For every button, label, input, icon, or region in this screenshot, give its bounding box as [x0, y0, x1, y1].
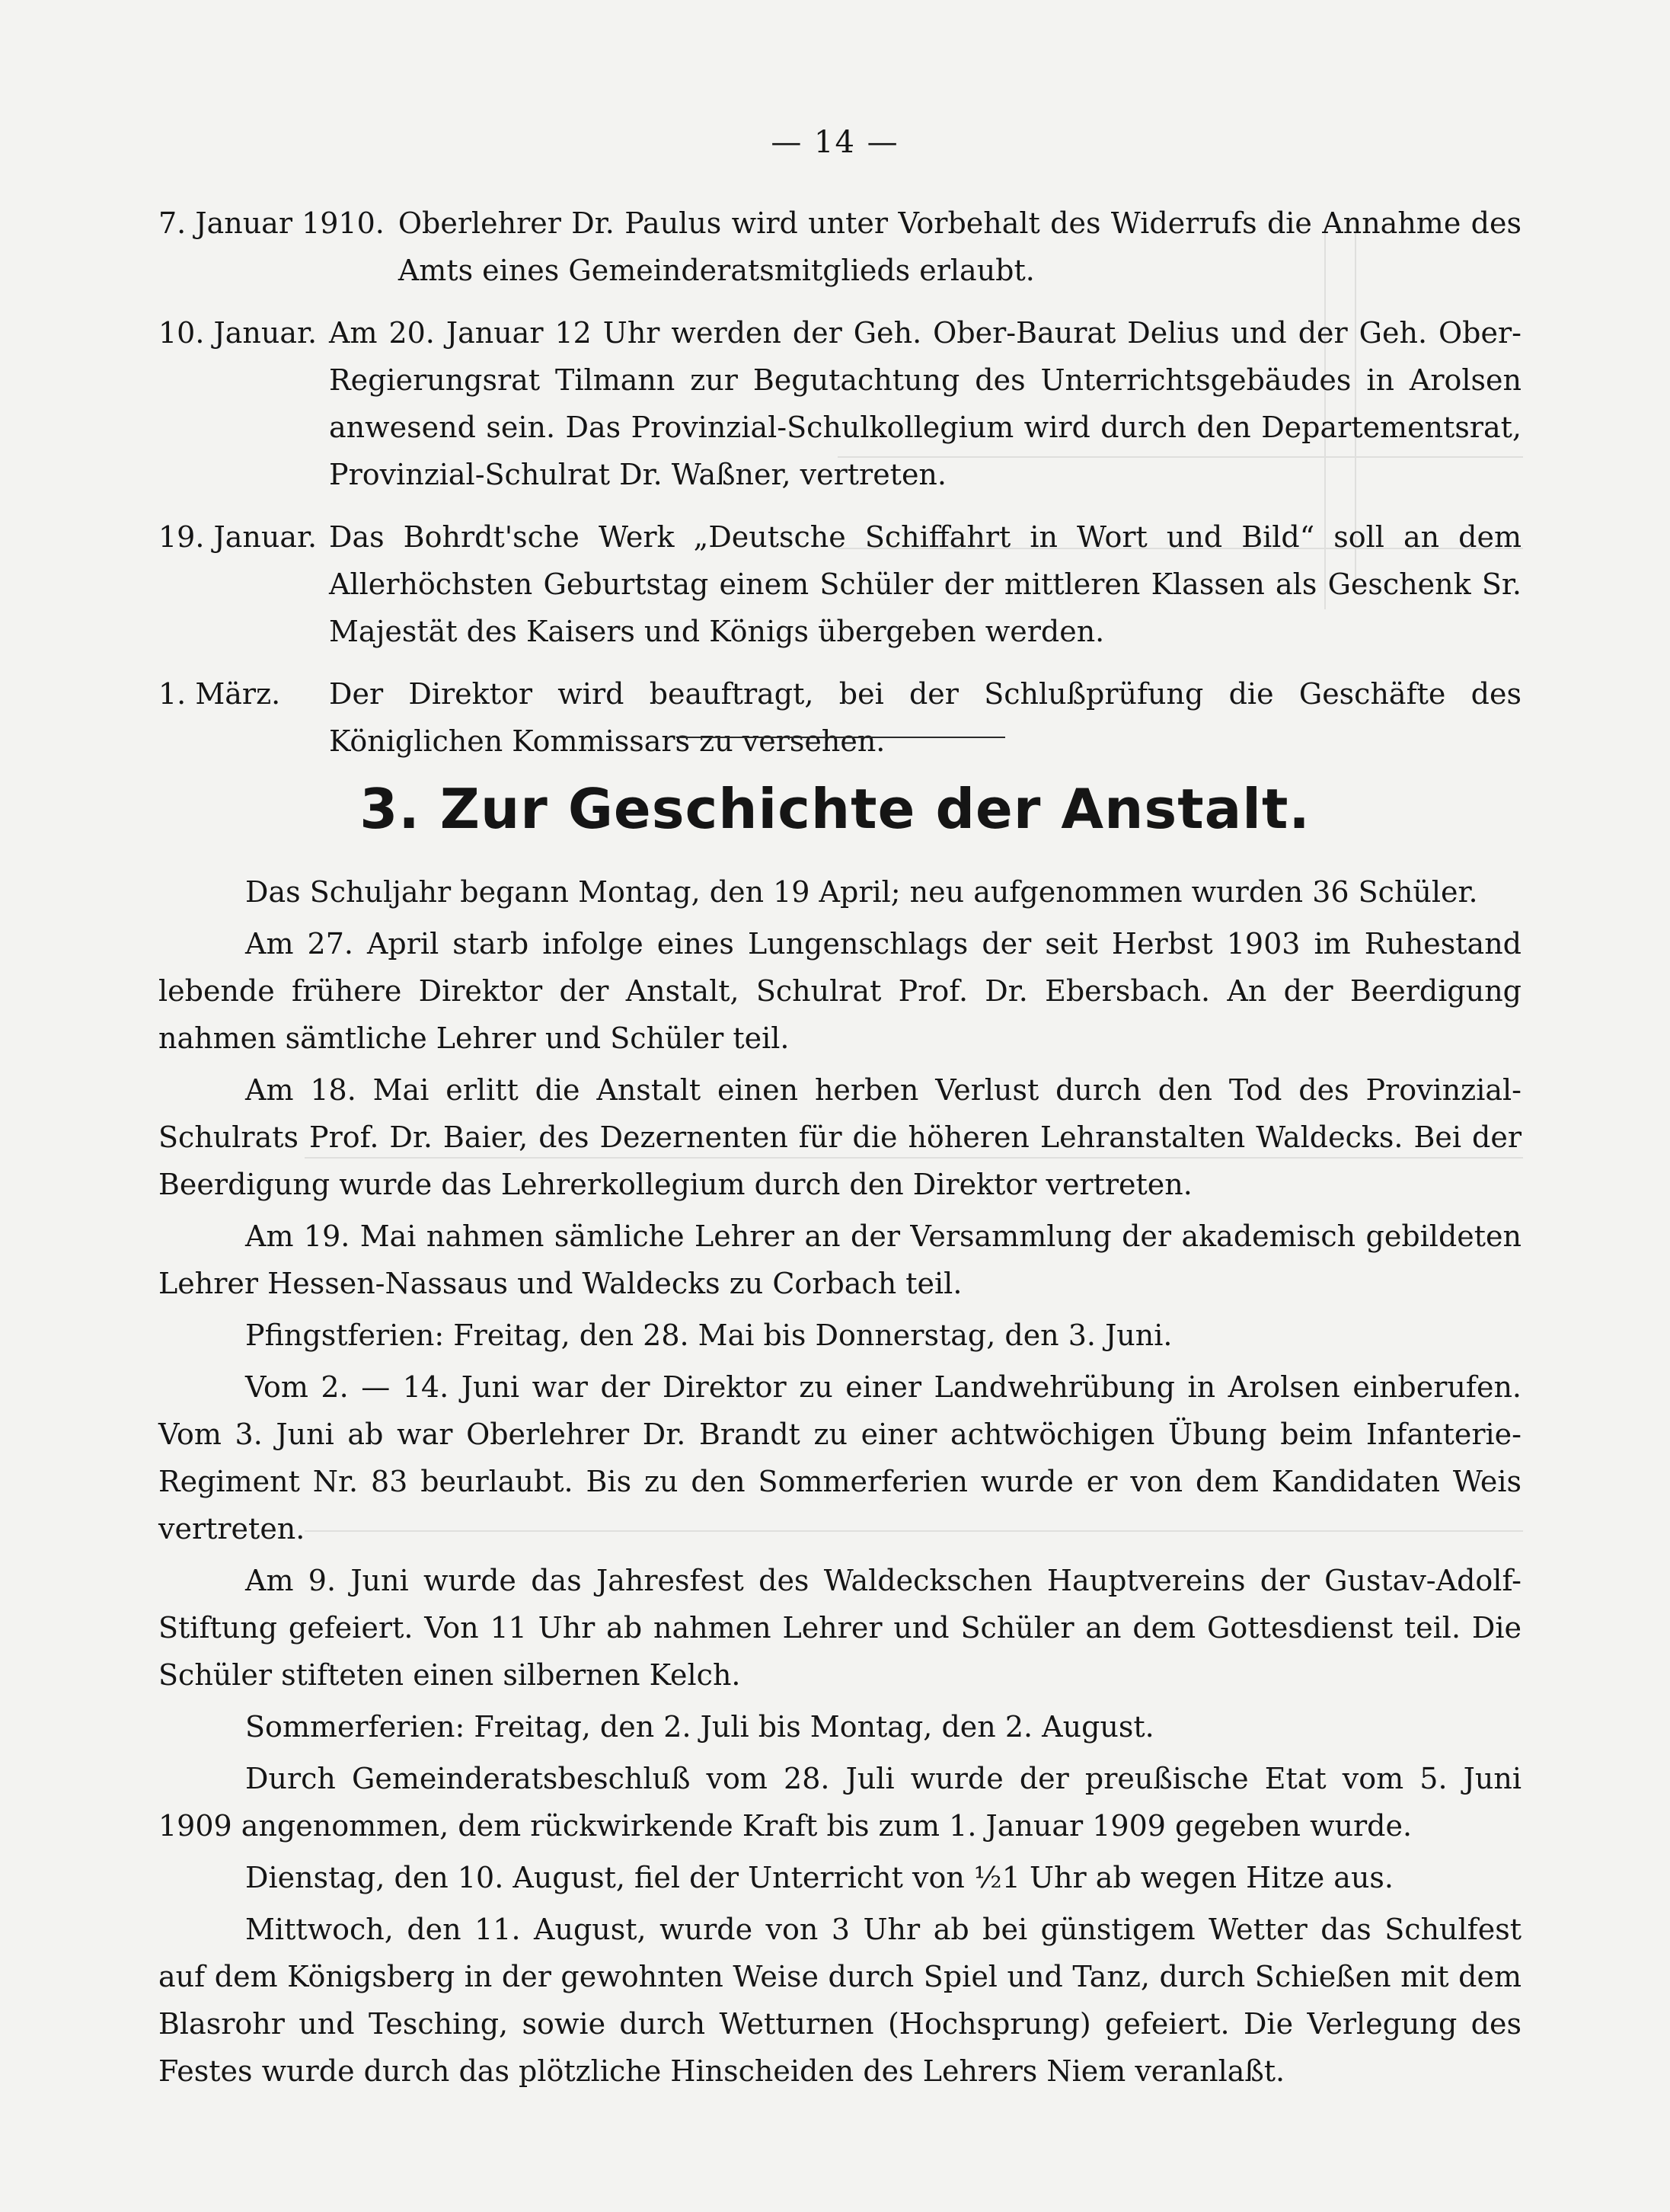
- paragraph: Am 9. Juni wurde das Jahresfest des Waldeckschen Hauptvereins der Gustav-Adolf-Stiftung gefeiert. Von 11 Uhr ab nahmen Lehrer und Schüler an dem Gottesdienst teil. Die Schüler stifteten einen silbernen Kelch.: [158, 1564, 1522, 1692]
- paragraph: Am 19. Mai nahmen sämliche Lehrer an der Versammlung der akademisch gebildeten Lehrer Hessen-Nassaus und Waldecks zu Corbach teil.: [158, 1219, 1522, 1300]
- chronicle-entry: [158, 309, 1522, 498]
- paragraph: Dienstag, den 10. August, fiel der Unterricht von ½1 Uhr ab wegen Hitze aus.: [245, 1861, 1394, 1894]
- entry-text: Oberlehrer Dr. Paulus wird unter Vorbehalt des Widerrufs die Annahme des Amts eines Gemeinderatsmitglieds erlaubt.: [398, 206, 1522, 287]
- paragraph: Pfingstferien: Freitag, den 28. Mai bis Donnerstag, den 3. Juni.: [245, 1319, 1173, 1352]
- paragraph: Am 27. April starb infolge eines Lungenschlags der seit Herbst 1903 im Ruhestand lebende frühere Direktor der Anstalt, Schulrat Prof. Dr. Ebersbach. An der Beerdigung nahmen sämtliche Lehrer und Schüler teil.: [158, 927, 1522, 1055]
- paragraph: Mittwoch, den 11. August, wurde von 3 Uhr ab bei günstigem Wetter das Schulfest auf dem Königsberg in der gewohnten Weise durch Spiel und Tanz, durch Schießen mit dem Blasrohr und Tesching, sowie durch Wetturnen (Hochsprung) gefeiert. Die Verlegung des Festes wurde durch das plötzliche Hinscheiden des Lehrers Niem veranlaßt.: [158, 1913, 1522, 2088]
- paragraph: Sommerferien: Freitag, den 2. Juli bis Montag, den 2. August.: [245, 1710, 1154, 1744]
- entry-date: 7. Januar 1910.: [158, 206, 385, 240]
- entry-date: 1. März.: [158, 677, 281, 711]
- paragraph: Vom 2. — 14. Juni war der Direktor zu einer Landwehrübung in Arolsen einberufen. Vom 3. Juni ab war Oberlehrer Dr. Brandt zu einer achtwöchigen Übung beim Infanterie-Regiment Nr. 83 beurlaubt. Bis zu den Sommerferien wurde er von dem Kandidaten Weis vertreten.: [158, 1370, 1522, 1546]
- section-title: 3. Zur Geschichte der Anstalt.: [359, 777, 1311, 841]
- entry-text: Das Bohrdt'sche Werk „Deutsche Schiffahrt in Wort und Bild“ soll an dem Allerhöchsten Geburtstag einem Schüler der mittleren Klassen als Geschenk Sr. Majestät des Kaisers und Königs übergeben werden.: [329, 520, 1522, 648]
- chronicle-entries: [158, 200, 1522, 780]
- paragraph: Das Schuljahr begann Montag, den 19 April; neu aufgenommen wurden 36 Schüler.: [245, 875, 1478, 909]
- page-number: — 14 —: [771, 125, 899, 160]
- chronicle-entry: [158, 513, 1522, 655]
- paragraph: Am 18. Mai erlitt die Anstalt einen herben Verlust durch den Tod des Provinzial-Schulrats Prof. Dr. Baier, des Dezernenten für die höheren Lehranstalten Waldecks. Bei der Beerdigung wurde das Lehrerkollegium durch den Direktor vertreten.: [158, 1073, 1522, 1201]
- entry-date: 19. Januar.: [158, 520, 318, 554]
- paragraph: Durch Gemeinderatsbeschluß vom 28. Juli wurde der preußische Etat vom 5. Juni 1909 angenommen, dem rückwirkende Kraft bis zum 1. Januar 1909 gegeben wurde.: [158, 1762, 1522, 1843]
- entry-date: 10. Januar.: [158, 316, 318, 350]
- section-divider: [676, 737, 1005, 738]
- entry-text: Am 20. Januar 12 Uhr werden der Geh. Ober-Baurat Delius und der Geh. Ober-Regierungsrat Tilmann zur Begutachtung des Unterrichtsgebäudes in Arolsen anwesend sein. Das Provinzial-Schulkollegium wird durch den Departementsrat, Provinzial-Schulrat Dr. Waßner, vertreten.: [329, 316, 1522, 491]
- section-body: [158, 868, 1522, 2099]
- chronicle-entry: [158, 670, 1522, 765]
- chronicle-entry: [158, 200, 1522, 294]
- entry-text: Der Direktor wird beauftragt, bei der Schlußprüfung die Geschäfte des Königlichen Kommissars zu versehen.: [329, 677, 1522, 758]
